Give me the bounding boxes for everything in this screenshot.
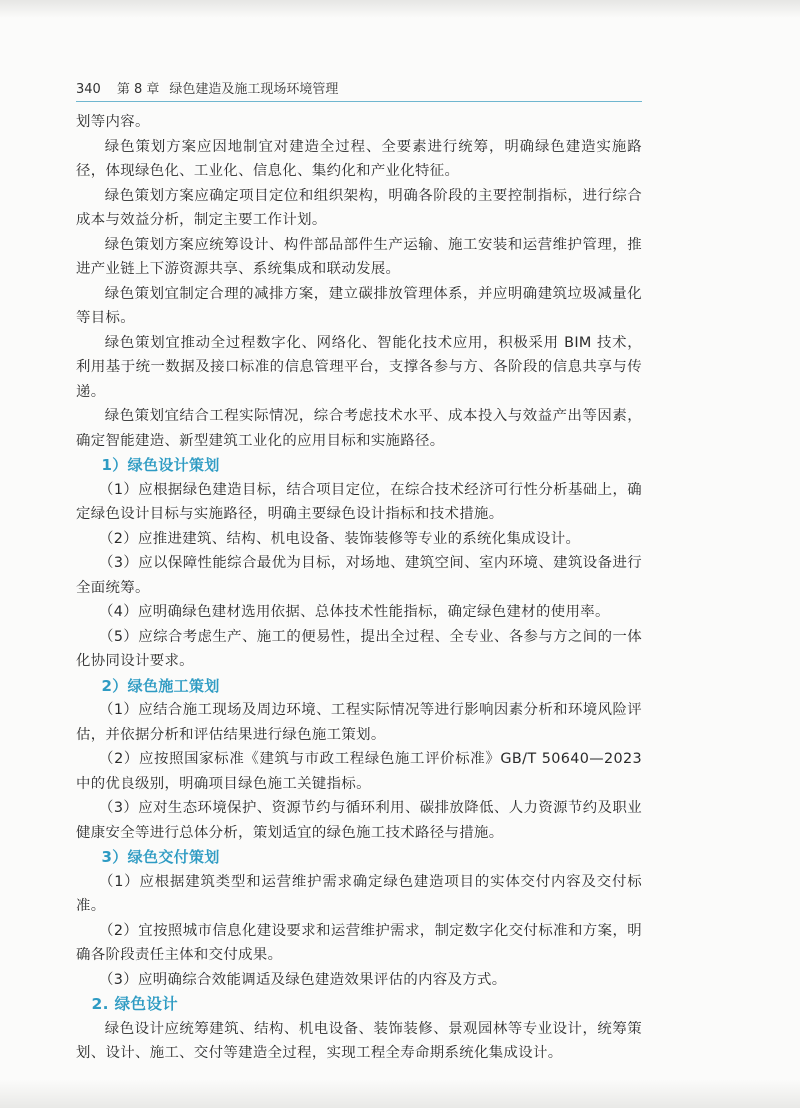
list-item: （3）应对生态环境保护、资源节约与循环利用、碳排放降低、人力资源节约及职业健康安全等进行总体分析，策划适宜的绿色施工技术路径与措施。	[76, 800, 642, 841]
chapter-title: 绿色建造及施工现场环境管理	[169, 82, 339, 97]
list-item: （1）应根据建筑类型和运营维护需求确定绿色建造项目的实体交付内容及交付标准。	[76, 873, 642, 914]
heading-green-design: 2. 绿色设计	[91, 995, 179, 1013]
chapter-label: 第 8 章	[116, 82, 160, 97]
paragraph: 划等内容。	[76, 114, 150, 130]
list-item: （2）宜按照城市信息化建设要求和运营维护需求，制定数字化交付标准和方案，明确各阶段责任主体和交付成果。	[76, 922, 642, 963]
list-item: （1）应根据绿色建造目标，结合项目定位，在综合技术经济可行性分析基础上，确定绿色设计目标与实施路径，明确主要绿色设计指标和技术措施。	[76, 481, 642, 522]
heading-green-design-planning: 1）绿色设计策划	[101, 456, 220, 474]
list-item: （3）应明确综合效能调适及绿色建造效果评估的内容及方式。	[99, 971, 507, 988]
paragraph: 绿色策划方案应统筹设计、构件部品部件生产运输、施工安装和运营维护管理，推进产业链上下游资源共享、系统集成和联动发展。	[76, 236, 642, 277]
list-item: （1）应结合施工现场及周边环境、工程实际情况等进行影响因素分析和环境风险评估，并依据分析和评估结果进行绿色施工策划。	[76, 702, 642, 743]
list-item: （3）应以保障性能综合最优为目标，对场地、建筑空间、室内环境、建筑设备进行全面统筹。	[76, 555, 642, 596]
list-item: （2）应按照国家标准《建筑与市政工程绿色施工评价标准》GB/T 50640—2023 中的优良级别，明确项目绿色施工关键指标。	[76, 751, 642, 792]
paragraph: 绿色策划宜推动全过程数字化、网络化、智能化技术应用，积极采用 BIM 技术，利用基于统一数据及接口标准的信息管理平台，支撑各参与方、各阶段的信息共享与传递。	[76, 334, 642, 400]
paragraph: 绿色策划宜制定合理的减排方案，建立碳排放管理体系，并应明确建筑垃圾减量化等目标。	[76, 285, 642, 326]
page-number: 340	[76, 82, 101, 97]
header-rule	[76, 101, 642, 102]
list-item: （5）应综合考虑生产、施工的便易性，提出全过程、全专业、各参与方之间的一体化协同设计要求。	[76, 628, 642, 669]
scan-bottom-shadow	[0, 1080, 800, 1108]
heading-green-delivery-planning: 3）绿色交付策划	[101, 848, 220, 866]
heading-green-construction-planning: 2）绿色施工策划	[101, 676, 220, 695]
list-item: （2）应推进建筑、结构、机电设备、装饰装修等专业的系统化集成设计。	[99, 530, 581, 547]
list-item: （4）应明确绿色建材选用依据、总体技术性能指标，确定绿色建材的使用率。	[99, 604, 610, 620]
paragraph: 绿色策划方案应确定项目定位和组织架构，明确各阶段的主要控制指标，进行综合成本与效益分析，制定主要工作计划。	[76, 187, 642, 228]
running-header	[76, 80, 642, 102]
paragraph: 绿色设计应统筹建筑、结构、机电设备、装饰装修、景观园林等专业设计，统筹策划、设计、施工、交付等建造全过程，实现工程全寿命期系统化集成设计。	[76, 1020, 642, 1061]
body-text	[76, 110, 642, 1066]
paragraph: 绿色策划宜结合工程实际情况，综合考虑技术水平、成本投入与效益产出等因素，确定智能建造、新型建筑工业化的应用目标和实施路径。	[76, 408, 642, 449]
paragraph: 绿色策划方案应因地制宜对建造全过程、全要素进行统筹，明确绿色建造实施路径，体现绿色化、工业化、信息化、集约化和产业化特征。	[76, 138, 642, 179]
scan-top-shadow	[0, 0, 800, 18]
